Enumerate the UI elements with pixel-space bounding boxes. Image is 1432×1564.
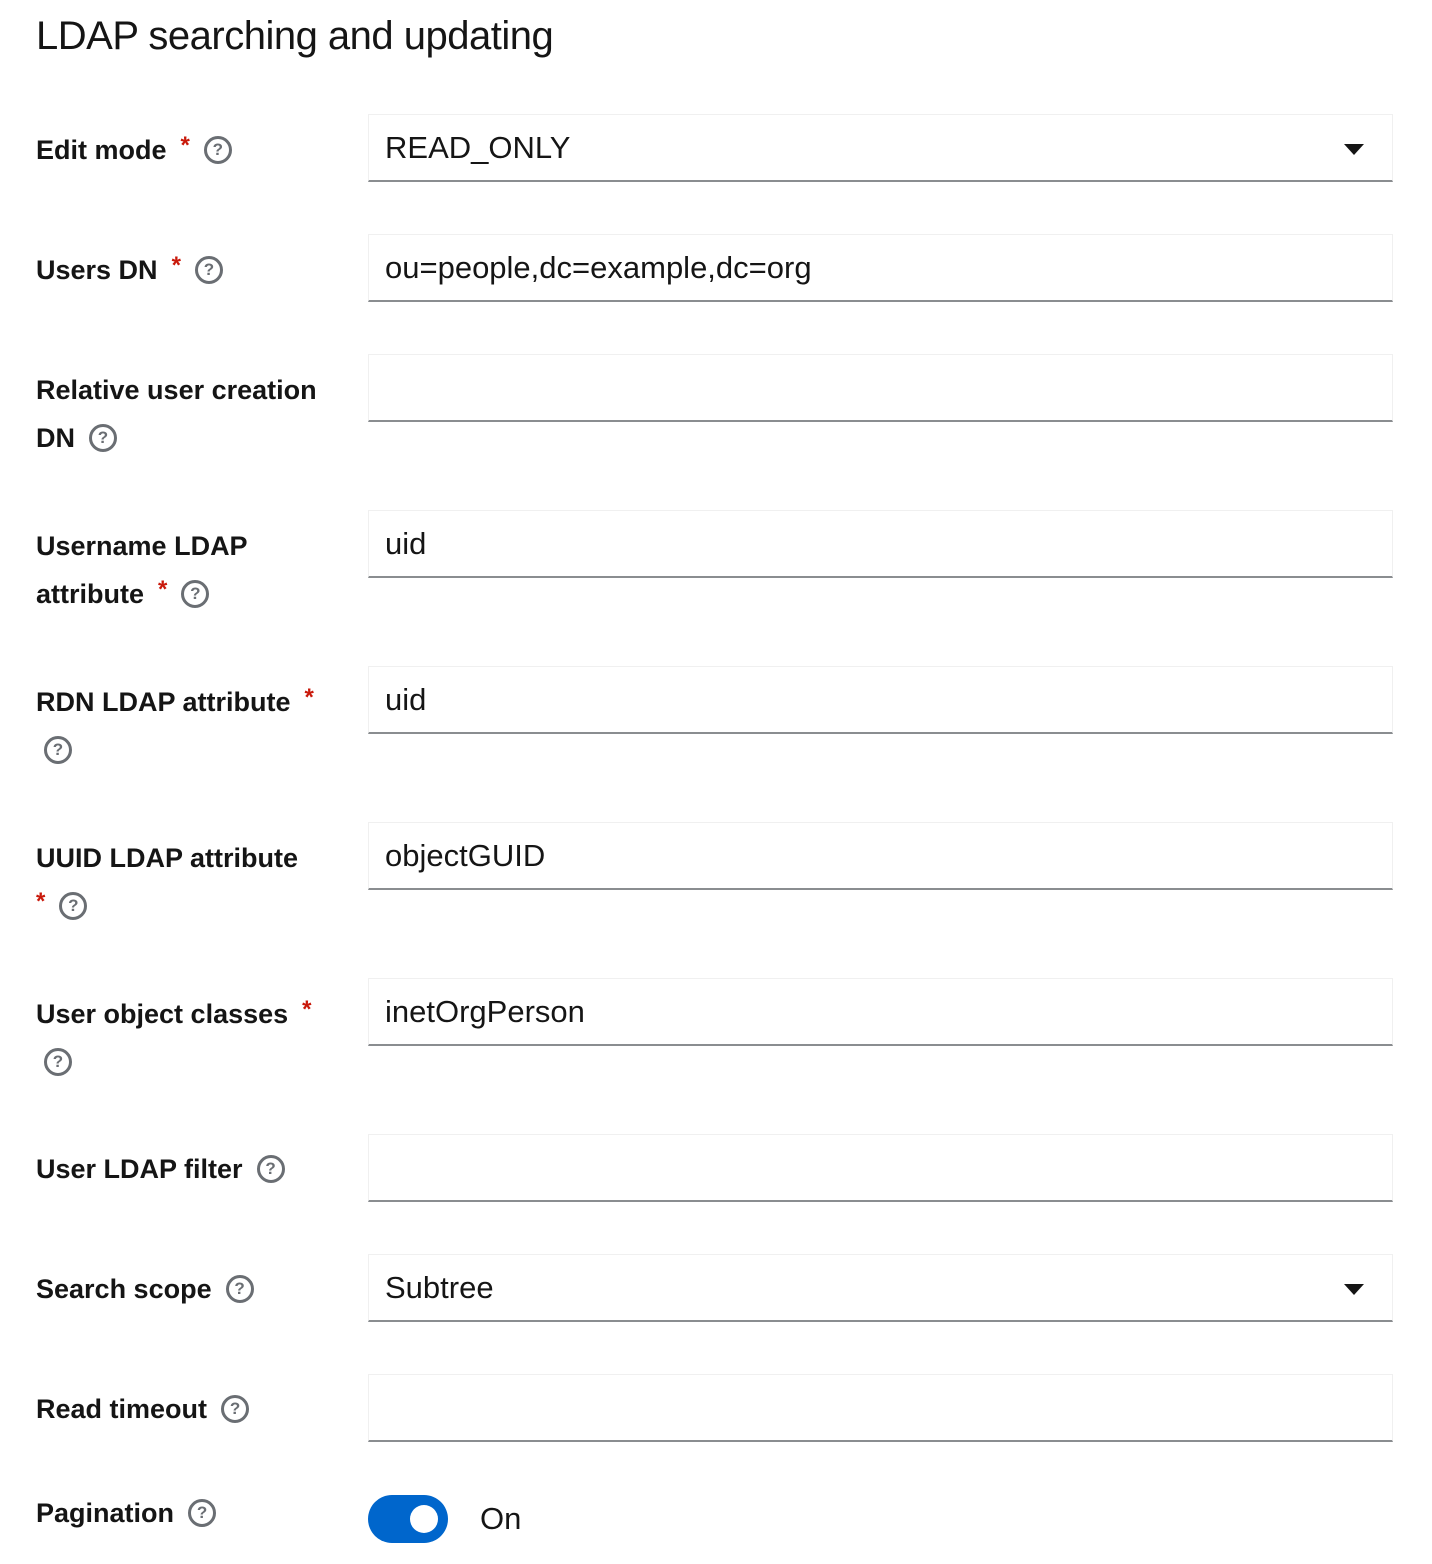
relative-dn-label-line1: Relative user creation (36, 375, 317, 405)
page-title: LDAP searching and updating (36, 14, 554, 58)
ldap-filter-label-text: User LDAP filter (36, 1154, 243, 1184)
help-icon[interactable]: ? (44, 1048, 72, 1076)
help-icon[interactable]: ? (226, 1275, 254, 1303)
users-dn-label (36, 246, 336, 294)
help-icon[interactable]: ? (257, 1155, 285, 1183)
read-timeout-label (36, 1385, 336, 1433)
uuid-attr-label-text: UUID LDAP attribute (36, 843, 299, 873)
help-icon[interactable]: ? (181, 580, 209, 608)
uuid-attr-label (36, 834, 336, 930)
required-marker: * (302, 996, 312, 1023)
edit-mode-label-text: Edit mode (36, 135, 167, 165)
search-scope-select[interactable] (368, 1254, 1393, 1322)
read-timeout-label-text: Read timeout (36, 1394, 208, 1424)
object-classes-label-text: User object classes (36, 999, 289, 1029)
pagination-label-text: Pagination (36, 1498, 175, 1528)
username-attr-label-line1: Username LDAP (36, 531, 248, 561)
help-icon[interactable]: ? (59, 892, 87, 920)
rdn-attr-label-text: RDN LDAP attribute (36, 687, 291, 717)
ldap-filter-input[interactable] (368, 1134, 1393, 1202)
edit-mode-select[interactable] (368, 114, 1393, 182)
username-attr-label-line2: attribute (36, 579, 144, 609)
pagination-state: On (480, 1501, 522, 1536)
toggle-knob (410, 1505, 438, 1533)
caret-down-icon (1344, 1284, 1364, 1295)
search-scope-label-text: Search scope (36, 1274, 212, 1304)
rdn-attr-label (36, 678, 336, 774)
read-timeout-input[interactable] (368, 1374, 1393, 1442)
uuid-attr-input[interactable] (368, 822, 1393, 890)
relative-dn-label (36, 366, 336, 462)
required-marker: * (36, 888, 46, 915)
users-dn-input[interactable] (368, 234, 1393, 302)
help-icon[interactable]: ? (195, 256, 223, 284)
search-scope-label (36, 1265, 336, 1313)
caret-down-icon (1344, 144, 1364, 155)
required-marker: * (158, 576, 168, 603)
relative-dn-label-line2: DN (36, 423, 75, 453)
help-icon[interactable]: ? (204, 136, 232, 164)
users-dn-label-text: Users DN (36, 255, 158, 285)
help-icon[interactable]: ? (188, 1499, 216, 1527)
username-attr-input[interactable] (368, 510, 1393, 578)
edit-mode-label (36, 126, 336, 174)
rdn-attr-input[interactable] (368, 666, 1393, 734)
pagination-toggle[interactable] (368, 1495, 448, 1543)
relative-dn-input[interactable] (368, 354, 1393, 422)
help-icon[interactable]: ? (89, 424, 117, 452)
pagination-label (36, 1489, 336, 1537)
ldap-filter-label (36, 1145, 336, 1193)
username-attr-label (36, 522, 336, 618)
search-scope-value: Subtree (385, 1270, 494, 1305)
object-classes-input[interactable] (368, 978, 1393, 1046)
help-icon[interactable]: ? (221, 1395, 249, 1423)
required-marker: * (171, 252, 181, 279)
help-icon[interactable]: ? (44, 736, 72, 764)
required-marker: * (304, 684, 314, 711)
edit-mode-value: READ_ONLY (385, 130, 571, 165)
required-marker: * (180, 132, 190, 159)
object-classes-label (36, 990, 336, 1086)
